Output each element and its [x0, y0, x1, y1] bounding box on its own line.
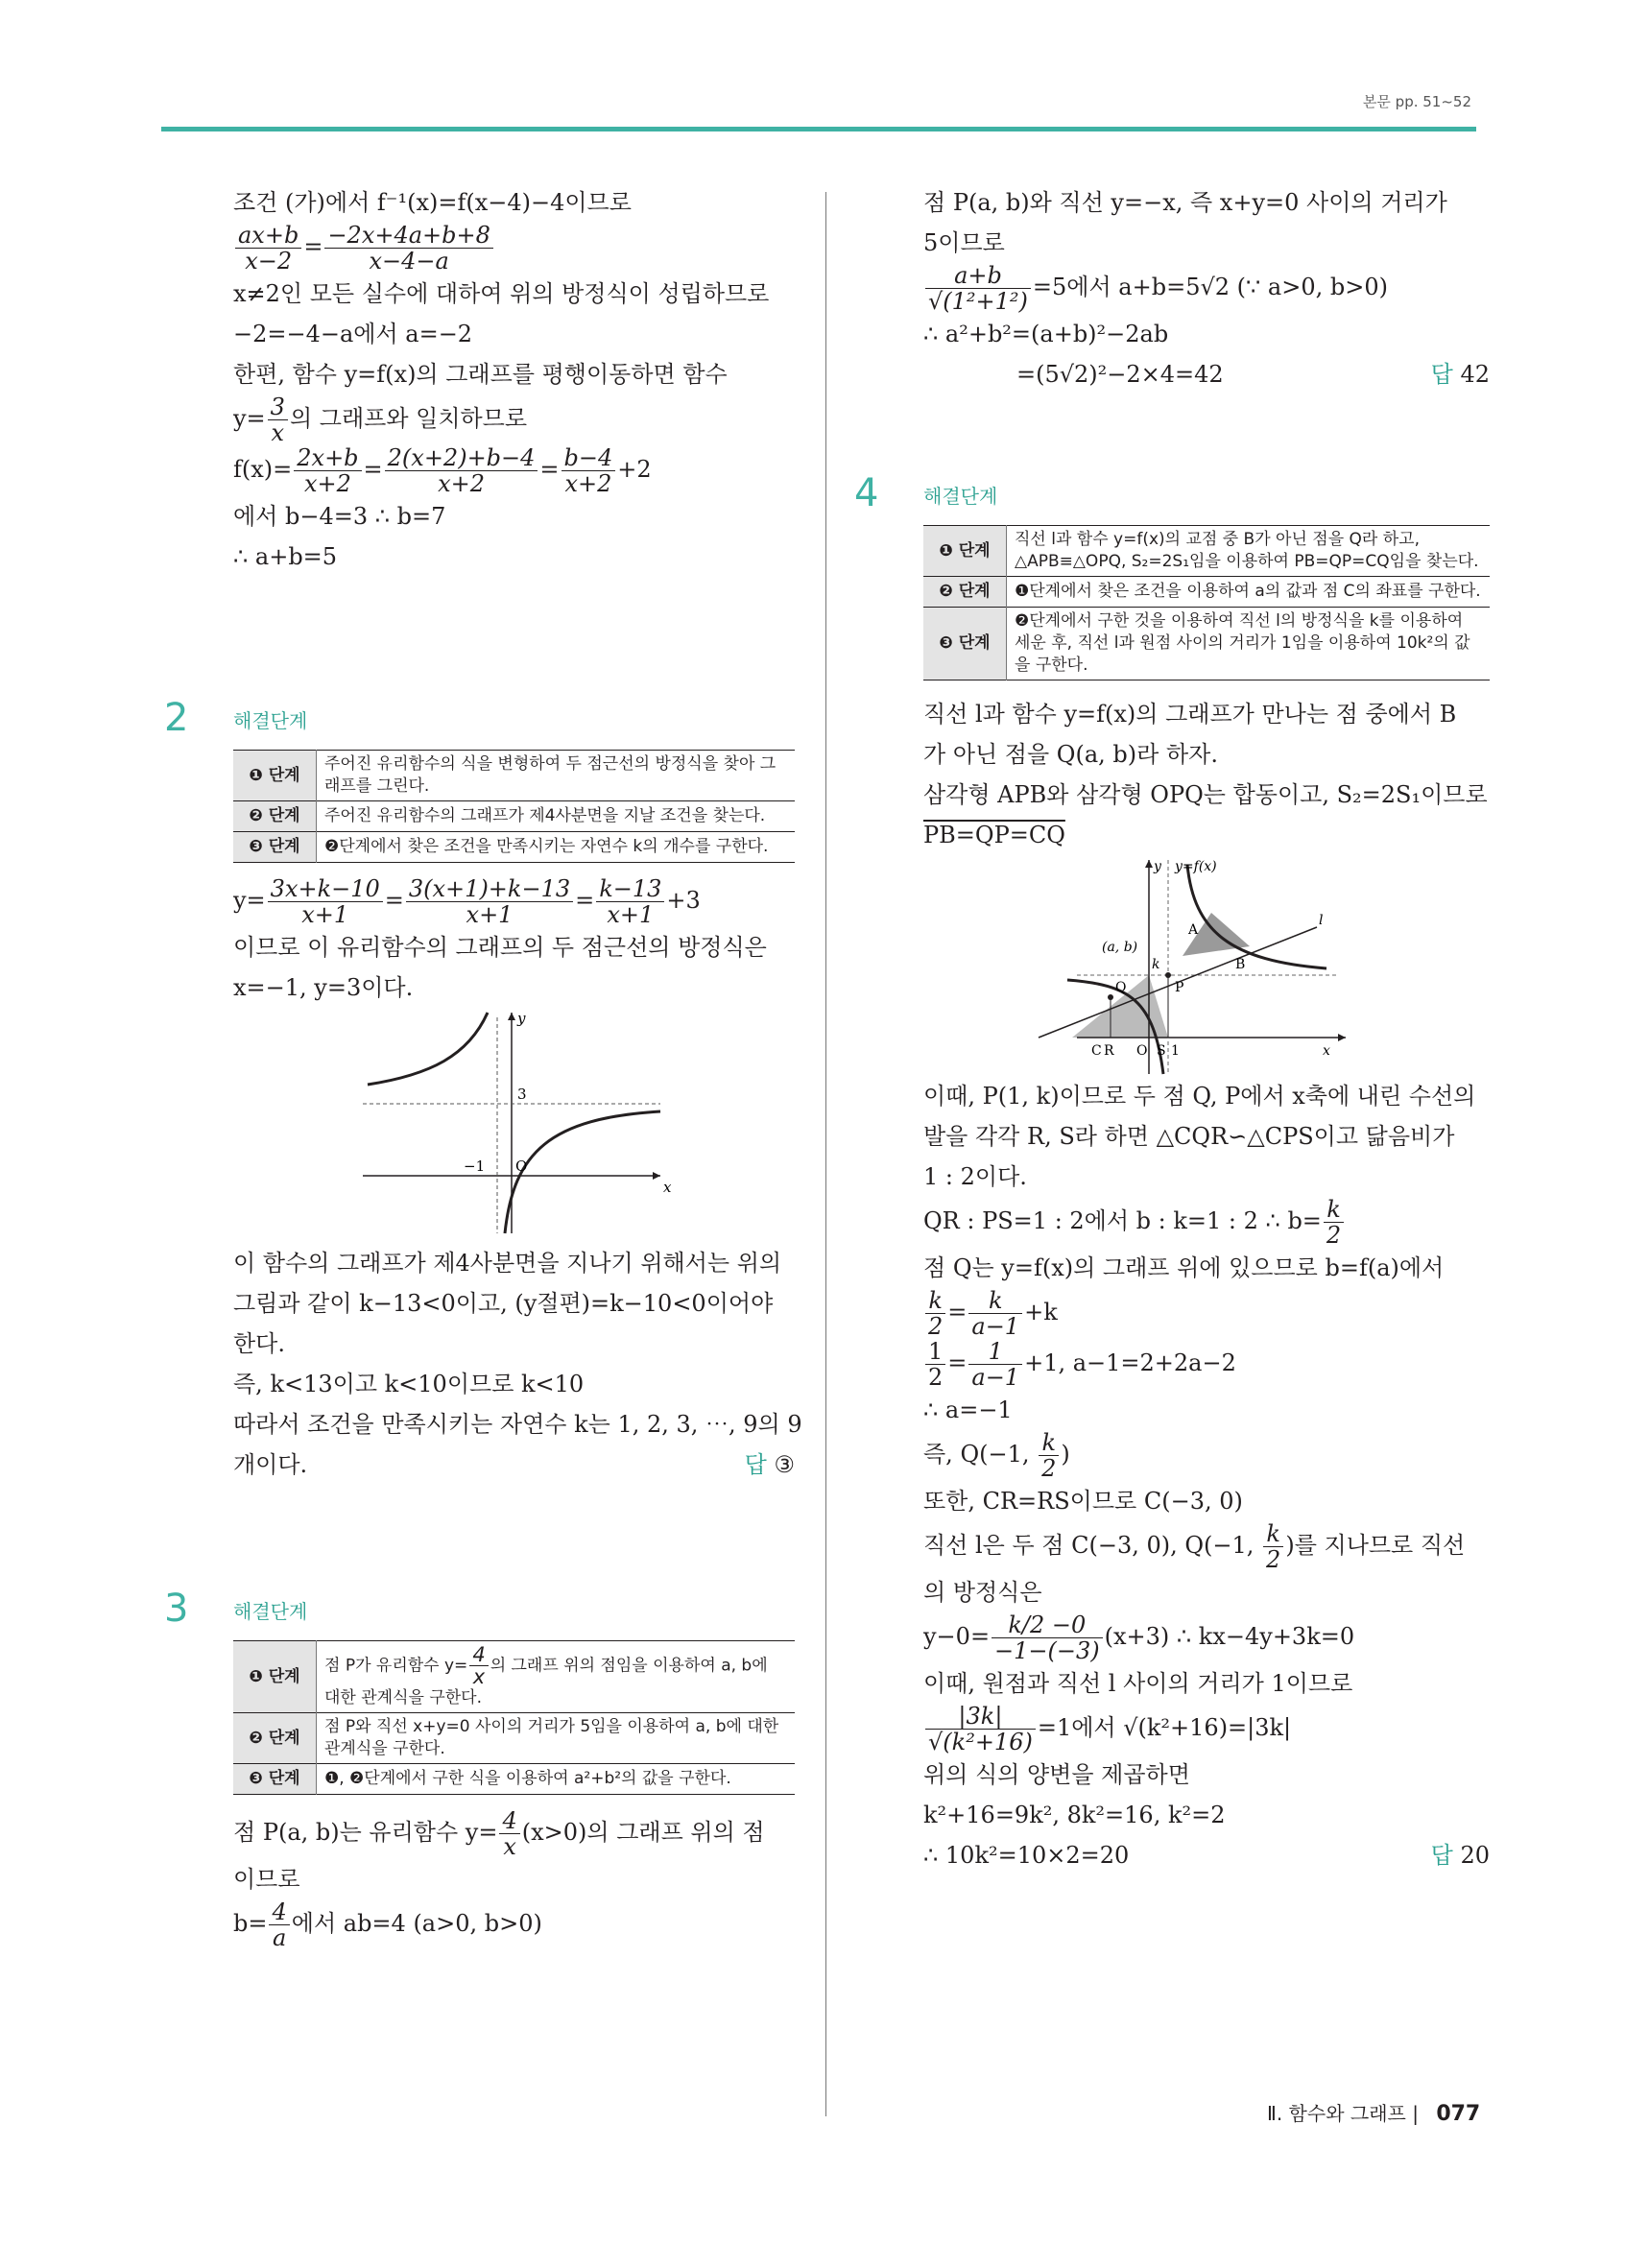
s4-line22: [923, 1835, 1490, 1875]
s2-line6: 즉, k<13이고 k<10이므로 k<10: [233, 1371, 585, 1397]
s4-line7: 1 : 2이다.: [923, 1163, 1027, 1190]
section-title: 해결단계: [233, 709, 308, 732]
s2-line7: 따라서 조건을 만족시키는 자연수 k는 1, 2, 3, ⋯, 9의 9: [233, 1411, 802, 1438]
p1-line1: 조건 (가)에서 f⁻¹(x)=f(x−4)−4이므로: [233, 189, 632, 216]
text: +3: [666, 887, 701, 914]
graph-label: x: [1323, 1043, 1330, 1059]
step-desc: 주어진 유리함수의 식을 변형하여 두 점근선의 방정식을 찾아 그래프를 그린다.: [324, 754, 777, 796]
p1-line4: −2=−4−a에서 a=−2: [233, 321, 473, 347]
graph-label: Q: [1115, 980, 1127, 995]
frac-den: 2: [928, 1364, 944, 1391]
frac-den: x: [271, 419, 285, 446]
p1-equation2: [233, 445, 795, 496]
frac-den: 2: [1266, 1546, 1281, 1573]
text: 개이다.: [233, 1451, 308, 1478]
step-label: ❷ 단계: [233, 1713, 317, 1764]
graph-label: y: [1154, 859, 1161, 874]
section-title: 해결단계: [233, 1600, 308, 1623]
step-label: ❶ 단계: [233, 1641, 317, 1713]
graph-label: S: [1157, 1043, 1166, 1059]
graph-label: k: [1152, 957, 1160, 972]
p1-line6: [233, 394, 795, 445]
text: f(x)=: [233, 456, 293, 483]
s2-equation: [233, 876, 795, 927]
text: ∴ 10k²=10×2=20: [923, 1842, 1130, 1869]
step-row: [233, 751, 795, 801]
frac-den: −1−(−3): [994, 1637, 1100, 1664]
frac-den: 2: [1326, 1222, 1342, 1249]
y-axis-arrow: [1145, 860, 1153, 868]
text: y−0=: [923, 1623, 991, 1650]
right-column: [854, 182, 1490, 1875]
step-row: [233, 1641, 795, 1713]
frac-den: a−1: [971, 1313, 1020, 1340]
step-desc: ❶, ❷단계에서 구한 식을 이용하여 a²+b²의 값을 구한다.: [324, 1769, 731, 1788]
x-axis-arrow: [1338, 1034, 1346, 1041]
s4-line11: [923, 1339, 1490, 1390]
s4-line14: 또한, CR=RS이므로 C(−3, 0): [923, 1488, 1243, 1515]
s2-line1: 이므로 이 유리함수의 그래프의 두 점근선의 방정식은: [233, 934, 767, 961]
graph-label: B: [1235, 957, 1246, 972]
step-label: ❸ 단계: [233, 1764, 317, 1795]
answer: [1431, 354, 1490, 394]
frac-num: 4: [469, 1644, 488, 1666]
frac-den: 2: [1041, 1455, 1057, 1482]
y-axis-arrow: [508, 1013, 515, 1020]
curve-left-branch: [368, 1013, 488, 1085]
s4-line4: PB=QP=CQ: [923, 822, 1065, 848]
step-label: ❶ 단계: [923, 526, 1007, 577]
step-table: [923, 525, 1490, 680]
x-axis-arrow: [653, 1172, 660, 1180]
answer-value: 20: [1460, 1842, 1490, 1869]
s4-line20: 위의 식의 양변을 제곱하면: [923, 1761, 1190, 1788]
left-column: [164, 182, 802, 1951]
frac-den: x: [503, 1833, 516, 1860]
problem1-solution: [233, 182, 795, 577]
text: 에서 ab=4 (a>0, b>0): [291, 1910, 542, 1937]
p1-line8: 에서 b−4=3 ∴ b=7: [233, 503, 446, 530]
text: (x>0)의 그래프 위의 점: [521, 1819, 765, 1846]
s3-line1: [233, 1808, 795, 1859]
s4-line13: [923, 1430, 1490, 1481]
step-row: [923, 577, 1490, 608]
answer-value: 42: [1460, 361, 1490, 388]
frac-num: k: [1263, 1521, 1283, 1547]
eq-sign: =: [947, 1299, 968, 1325]
frac-den: x−2: [245, 248, 293, 275]
frac-den: x+1: [466, 901, 514, 928]
text: b=: [233, 1910, 268, 1937]
graph-label: C: [1091, 1043, 1102, 1059]
s2-line3: 이 함수의 그래프가 제4사분면을 지나기 위해서는 위의: [233, 1250, 782, 1277]
s4-line3: 삼각형 APB와 삼각형 OPQ는 합동이고, S₂=2S₁이므로: [923, 781, 1488, 808]
frac-den: x+1: [607, 901, 655, 928]
step-row: [233, 1764, 795, 1795]
s4-line2: 가 아닌 점을 Q(a, b)라 하자.: [923, 741, 1218, 768]
frac-num: 2(x+2)+b−4: [385, 445, 538, 471]
problem4-solution: [854, 471, 1490, 1875]
s3c-line4: ∴ a²+b²=(a+b)²−2ab: [923, 321, 1169, 347]
problem-number: 4: [854, 471, 879, 515]
s4-graph: [923, 855, 1490, 1076]
graph-label: y: [517, 1010, 526, 1027]
frac-num: 2x+b: [294, 445, 361, 471]
answer-label: 답: [1430, 1842, 1453, 1869]
p1-equation1: [233, 223, 795, 274]
s3c-line1: 점 P(a, b)와 직선 y=−x, 즉 x+y=0 사이의 거리가: [923, 189, 1447, 216]
eq-sign: =: [384, 887, 404, 914]
s4-line12: ∴ a=−1: [923, 1397, 1013, 1423]
step-label: ❸ 단계: [923, 608, 1007, 680]
eq-sign: =: [303, 233, 323, 260]
text: +2: [617, 456, 652, 483]
eq-sign: =: [575, 887, 595, 914]
point-Q: [1108, 994, 1113, 1000]
frac-den: a−1: [971, 1364, 1020, 1391]
problem2-solution: [164, 696, 802, 1485]
step-label: ❶ 단계: [233, 751, 317, 801]
curve-upper-branch: [1187, 865, 1326, 968]
p1-line5: 한편, 함수 y=f(x)의 그래프를 평행이동하면 함수: [233, 361, 728, 388]
graph-label: 1: [1171, 1043, 1180, 1059]
step-desc: [317, 1641, 796, 1713]
text: 점 P가 유리함수 y=: [324, 1656, 468, 1676]
answer: [1431, 1835, 1490, 1875]
s4-line9: 점 Q는 y=f(x)의 그래프 위에 있으므로 b=f(a)에서: [923, 1254, 1445, 1281]
frac-num: k: [968, 1288, 1022, 1314]
graph-label: l: [1319, 913, 1324, 928]
header-rule: [161, 127, 1476, 131]
frac-den: x+2: [564, 470, 612, 497]
frac-den: √(1²+1²): [928, 288, 1028, 315]
s2-graph: [233, 1008, 795, 1243]
answer: [745, 1444, 795, 1485]
frac-num: k: [1039, 1430, 1059, 1456]
step-desc: ❷단계에서 찾은 조건을 만족시키는 자연수 k의 개수를 구한다.: [324, 837, 769, 856]
text: 직선 l은 두 점 C(−3, 0), Q(−1,: [923, 1532, 1262, 1559]
step-desc: 직선 l과 함수 y=f(x)의 교점 중 B가 아닌 점을 Q라 하고, △APB≡△OPQ, S₂=2S₁임을 이용하여 PB=QP=CQ임을 찾는다.: [1015, 530, 1479, 571]
text: y=: [233, 405, 266, 432]
s3-line3: [233, 1899, 795, 1950]
problem-number: 3: [164, 1587, 189, 1631]
frac-num: |3k|: [925, 1704, 1036, 1730]
graph-label: x: [663, 1179, 672, 1196]
s2-line2: x=−1, y=3이다.: [233, 974, 414, 1001]
text: )를 지나므로 직선: [1285, 1532, 1466, 1559]
answer-value: ③: [774, 1451, 795, 1478]
frac-den: x+2: [438, 470, 485, 497]
page-number: 077: [1436, 2102, 1481, 2126]
problem3-continued: [923, 182, 1490, 394]
s4-line5: 이때, P(1, k)이므로 두 점 Q, P에서 x축에 내린 수선의: [923, 1083, 1476, 1110]
text: =1에서 √(k²+16)=|3k|: [1037, 1714, 1292, 1741]
chapter-title: Ⅱ. 함수와 그래프: [1267, 2102, 1406, 2125]
s4-line19: [923, 1704, 1490, 1755]
step-table: [233, 750, 795, 863]
frac-num: ax+b: [235, 223, 301, 249]
s4-line15: [923, 1521, 1490, 1572]
graph-label: R: [1104, 1043, 1114, 1059]
frac-num: 1: [925, 1339, 945, 1365]
text: 즉, Q(−1,: [923, 1441, 1038, 1468]
text: ): [1061, 1441, 1070, 1468]
s4-line6: 발을 각각 R, S라 하면 △CQR∽△CPS이고 닮음비가: [923, 1123, 1455, 1150]
s4-line17: [923, 1612, 1490, 1663]
step-label: ❸ 단계: [233, 832, 317, 863]
page-footer: [1267, 2098, 1480, 2126]
step-row: [233, 832, 795, 863]
step-row: [233, 801, 795, 832]
graph-label: (a, b): [1102, 940, 1138, 955]
frac-num: 3x+k−10: [268, 876, 383, 902]
s4-line10: [923, 1288, 1490, 1339]
frac-den: x−4−a: [369, 248, 449, 275]
s4-line18: 이때, 원점과 직선 l 사이의 거리가 1이므로: [923, 1670, 1353, 1697]
section-title: 해결단계: [923, 485, 998, 508]
s2-line8: [233, 1444, 795, 1485]
frac-num: b−4: [562, 445, 616, 471]
frac-den: √(k²+16): [928, 1729, 1033, 1755]
s3c-line3: [923, 263, 1490, 314]
frac-num: a+b: [925, 263, 1031, 289]
frac-num: 3: [268, 394, 288, 420]
text: =(5√2)²−2×4=42: [1016, 361, 1224, 388]
text: 점 P(a, b)는 유리함수 y=: [233, 1819, 498, 1846]
step-label: ❷ 단계: [233, 801, 317, 832]
graph-label: P: [1175, 980, 1184, 995]
frac-den: x+2: [303, 470, 351, 497]
point-P: [1165, 972, 1171, 978]
problem-number: 2: [164, 696, 189, 740]
frac-den: x: [472, 1665, 486, 1688]
text: QR : PS=1 : 2에서 b : k=1 : 2 ∴ b=: [923, 1207, 1322, 1234]
problem3-solution: [164, 1587, 795, 1951]
page-reference: 본문 pp. 51~52: [1362, 93, 1471, 110]
frac-num: 1: [968, 1339, 1022, 1365]
step-desc: 점 P와 직선 x+y=0 사이의 거리가 5임을 이용하여 a, b에 대한 관계식을 구한다.: [324, 1717, 779, 1758]
s3c-line2: 5이므로: [923, 229, 1005, 256]
text: +1, a−1=2+2a−2: [1024, 1349, 1236, 1376]
graph-label: 3: [517, 1086, 527, 1103]
s3c-line5: [923, 354, 1490, 394]
curve-right-branch: [505, 1111, 660, 1233]
graph-label: O: [515, 1158, 528, 1175]
p1-line9: ∴ a+b=5: [233, 543, 338, 570]
text: +k: [1024, 1299, 1058, 1325]
graph-label: O: [1136, 1043, 1148, 1059]
frac-den: a: [272, 1924, 287, 1951]
step-row: [923, 608, 1490, 680]
p1-line3: x≠2인 모든 실수에 대하여 위의 방정식이 성립하므로: [233, 280, 770, 307]
step-desc: ❶단계에서 찾은 조건을 이용하여 a의 값과 점 C의 좌표를 구한다.: [1015, 582, 1481, 601]
frac-num: k: [925, 1288, 945, 1314]
s2-line4: 그림과 같이 k−13<0이고, (y절편)=k−10<0이어야: [233, 1290, 774, 1317]
eq-sign: =: [539, 456, 560, 483]
step-table: [233, 1640, 795, 1795]
s4-line1: 직선 l과 함수 y=f(x)의 그래프가 만나는 점 중에서 B: [923, 701, 1457, 728]
step-label: ❷ 단계: [923, 577, 1007, 608]
text: 의 그래프와 일치하므로: [289, 405, 528, 432]
s4-line21: k²+16=9k², 8k²=16, k²=2: [923, 1802, 1226, 1828]
answer-label: 답: [1430, 361, 1453, 388]
text: 의 그래프 위의 점임을 이용하여 a, b에 대한 관계식을 구한다.: [324, 1656, 768, 1707]
frac-den: 2: [928, 1313, 944, 1340]
text: =5에서 a+b=5√2 (∵ a>0, b>0): [1032, 274, 1388, 300]
column-divider: [825, 192, 826, 2116]
frac-den: x+1: [301, 901, 349, 928]
s3-line2: 이므로: [233, 1866, 300, 1893]
frac-num: −2x+4a+b+8: [324, 223, 492, 249]
footer-separator: |: [1412, 2102, 1419, 2125]
answer-label: 답: [744, 1451, 767, 1478]
eq-sign: =: [363, 456, 383, 483]
frac-num: 4: [269, 1899, 289, 1925]
frac-num: 4: [499, 1808, 519, 1834]
s4-line8: [923, 1197, 1490, 1248]
frac-num: k/2 −0: [992, 1612, 1103, 1638]
graph-label: −1: [464, 1158, 486, 1175]
frac-num: 3(x+1)+k−13: [406, 876, 573, 902]
s4-line16: 의 방정식은: [923, 1579, 1042, 1606]
graph-label: y=f(x): [1175, 859, 1217, 874]
step-desc: 주어진 유리함수의 그래프가 제4사분면을 지날 조건을 찾는다.: [324, 806, 766, 825]
frac-num: k: [1324, 1197, 1344, 1223]
frac-num: k−13: [596, 876, 664, 902]
text: (x+3) ∴ kx−4y+3k=0: [1104, 1623, 1355, 1650]
text: y=: [233, 887, 266, 914]
step-desc: ❷단계에서 구한 것을 이용하여 직선 l의 방정식을 k를 이용하여 세운 후, 직선 l과 원점 사이의 거리가 1임을 이용하여 10k²의 값을 구한다.: [1015, 611, 1470, 675]
eq-sign: =: [947, 1349, 968, 1376]
step-row: [923, 526, 1490, 577]
step-row: [233, 1713, 795, 1764]
graph-label: A: [1188, 922, 1199, 938]
s2-line5: 한다.: [233, 1330, 285, 1357]
